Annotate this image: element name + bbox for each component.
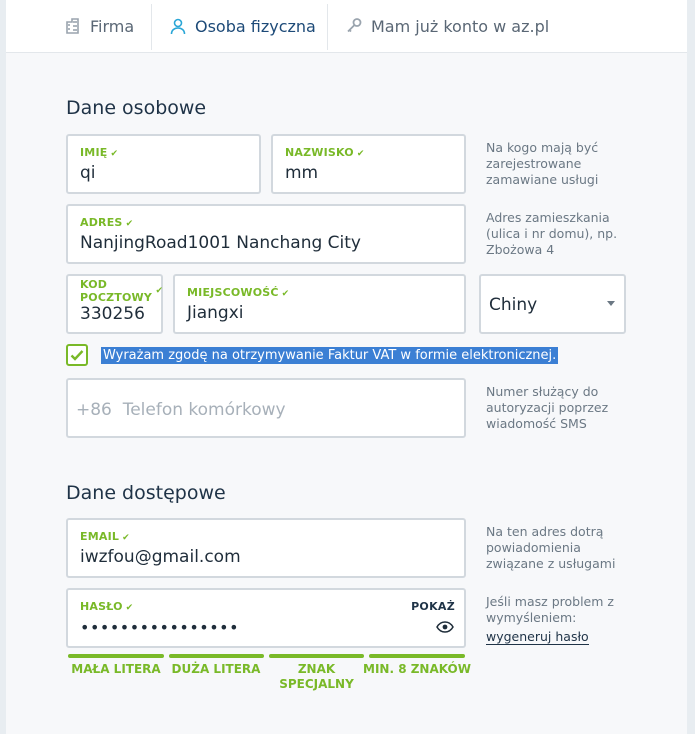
check-icon: ✔ [125,603,134,613]
password-label: HASŁO [80,600,123,613]
first-name-field[interactable] [66,134,261,194]
eye-icon[interactable] [436,620,454,634]
first-name-label: IMIĘ [80,146,108,159]
postal-code-label: KOD POCZTOWY [80,278,153,304]
tab-label: Firma [90,16,135,36]
check-icon: ✔ [281,289,290,299]
tab-divider [327,4,328,50]
section-title-personal: Dane osobowe [66,97,207,119]
right-border [687,0,695,734]
section-title-access: Dane dostępowe [66,482,226,504]
email-value: iwzfou@gmail.com [80,547,241,567]
requirement-bar-length [369,654,465,658]
check-icon [70,349,84,361]
last-name-field[interactable] [271,134,466,194]
check-icon: ✔ [110,149,119,159]
account-type-tabs [6,0,687,53]
key-icon [345,17,363,35]
country-value: Chiny [489,295,538,315]
show-password-button[interactable]: POKAŻ [411,600,455,613]
check-icon: ✔ [155,286,163,296]
generate-password-link[interactable]: wygeneruj hasło [486,629,589,644]
phone-placeholder: Telefon komórkowy [122,400,286,420]
tab-existing-account[interactable] [345,0,549,52]
city-value: Jiangxi [187,303,244,323]
last-name-value: mm [285,163,319,183]
requirement-min-length: MIN. 8 ZNAKÓW [363,662,471,676]
address-field[interactable] [66,204,466,264]
requirement-lowercase: MAŁA LITERA [71,662,161,676]
requirement-bar-special [269,654,364,658]
city-field[interactable] [173,274,466,334]
email-field[interactable] [66,518,466,578]
phone-hint: Numer służący do autoryzacji poprzez wiadomość SMS [486,384,609,431]
address-value: NanjingRoad1001 Nanchang City [80,233,361,253]
password-field[interactable] [66,588,466,648]
requirement-uppercase: DUŻA LITERA [171,662,261,676]
address-label: ADRES [80,216,123,229]
tab-label: Osoba fizyczna [195,16,316,36]
name-hint: Na kogo mają być zarejestrowane zamawiane usługi [486,140,599,187]
email-hint: Na ten adres dotrą powiadomienia związane z usługami [486,524,616,571]
consent-checkbox[interactable] [66,344,88,366]
building-icon [64,17,82,35]
city-label: MIEJSCOWOŚĆ [187,286,279,299]
requirement-bar-lowercase [68,654,164,658]
password-hint: Jeśli masz problem z wymyśleniem: [486,594,614,625]
check-icon: ✔ [125,219,134,229]
tab-label: Mam już konto w az.pl [371,16,550,36]
requirement-special-char: ZNAK SPECJALNY [279,662,354,691]
postal-code-field[interactable] [66,274,163,334]
consent-label[interactable]: Wyrażam zgodę na otrzymywanie Faktur VAT w formie elektronicznej. [103,348,557,363]
check-icon: ✔ [122,533,130,543]
check-icon: ✔ [356,149,365,159]
email-label: EMAIL [80,530,120,543]
country-select[interactable] [479,274,626,334]
user-icon [169,17,187,35]
requirement-bar-uppercase [169,654,264,658]
tab-firma[interactable] [64,0,134,52]
address-hint: Adres zamieszkania (ulica i nr domu), np. Zbożowa 4 [486,210,618,257]
phone-field[interactable] [66,378,466,438]
last-name-label: NAZWISKO [285,146,354,159]
postal-code-value: 330256 [80,304,145,324]
first-name-value: qi [80,163,96,183]
chevron-down-icon [607,301,615,306]
password-value: •••••••••••••••• [80,618,239,637]
tab-divider [151,4,152,50]
tab-osoba-fizyczna[interactable] [169,0,316,52]
phone-prefix: +86 [76,400,112,420]
